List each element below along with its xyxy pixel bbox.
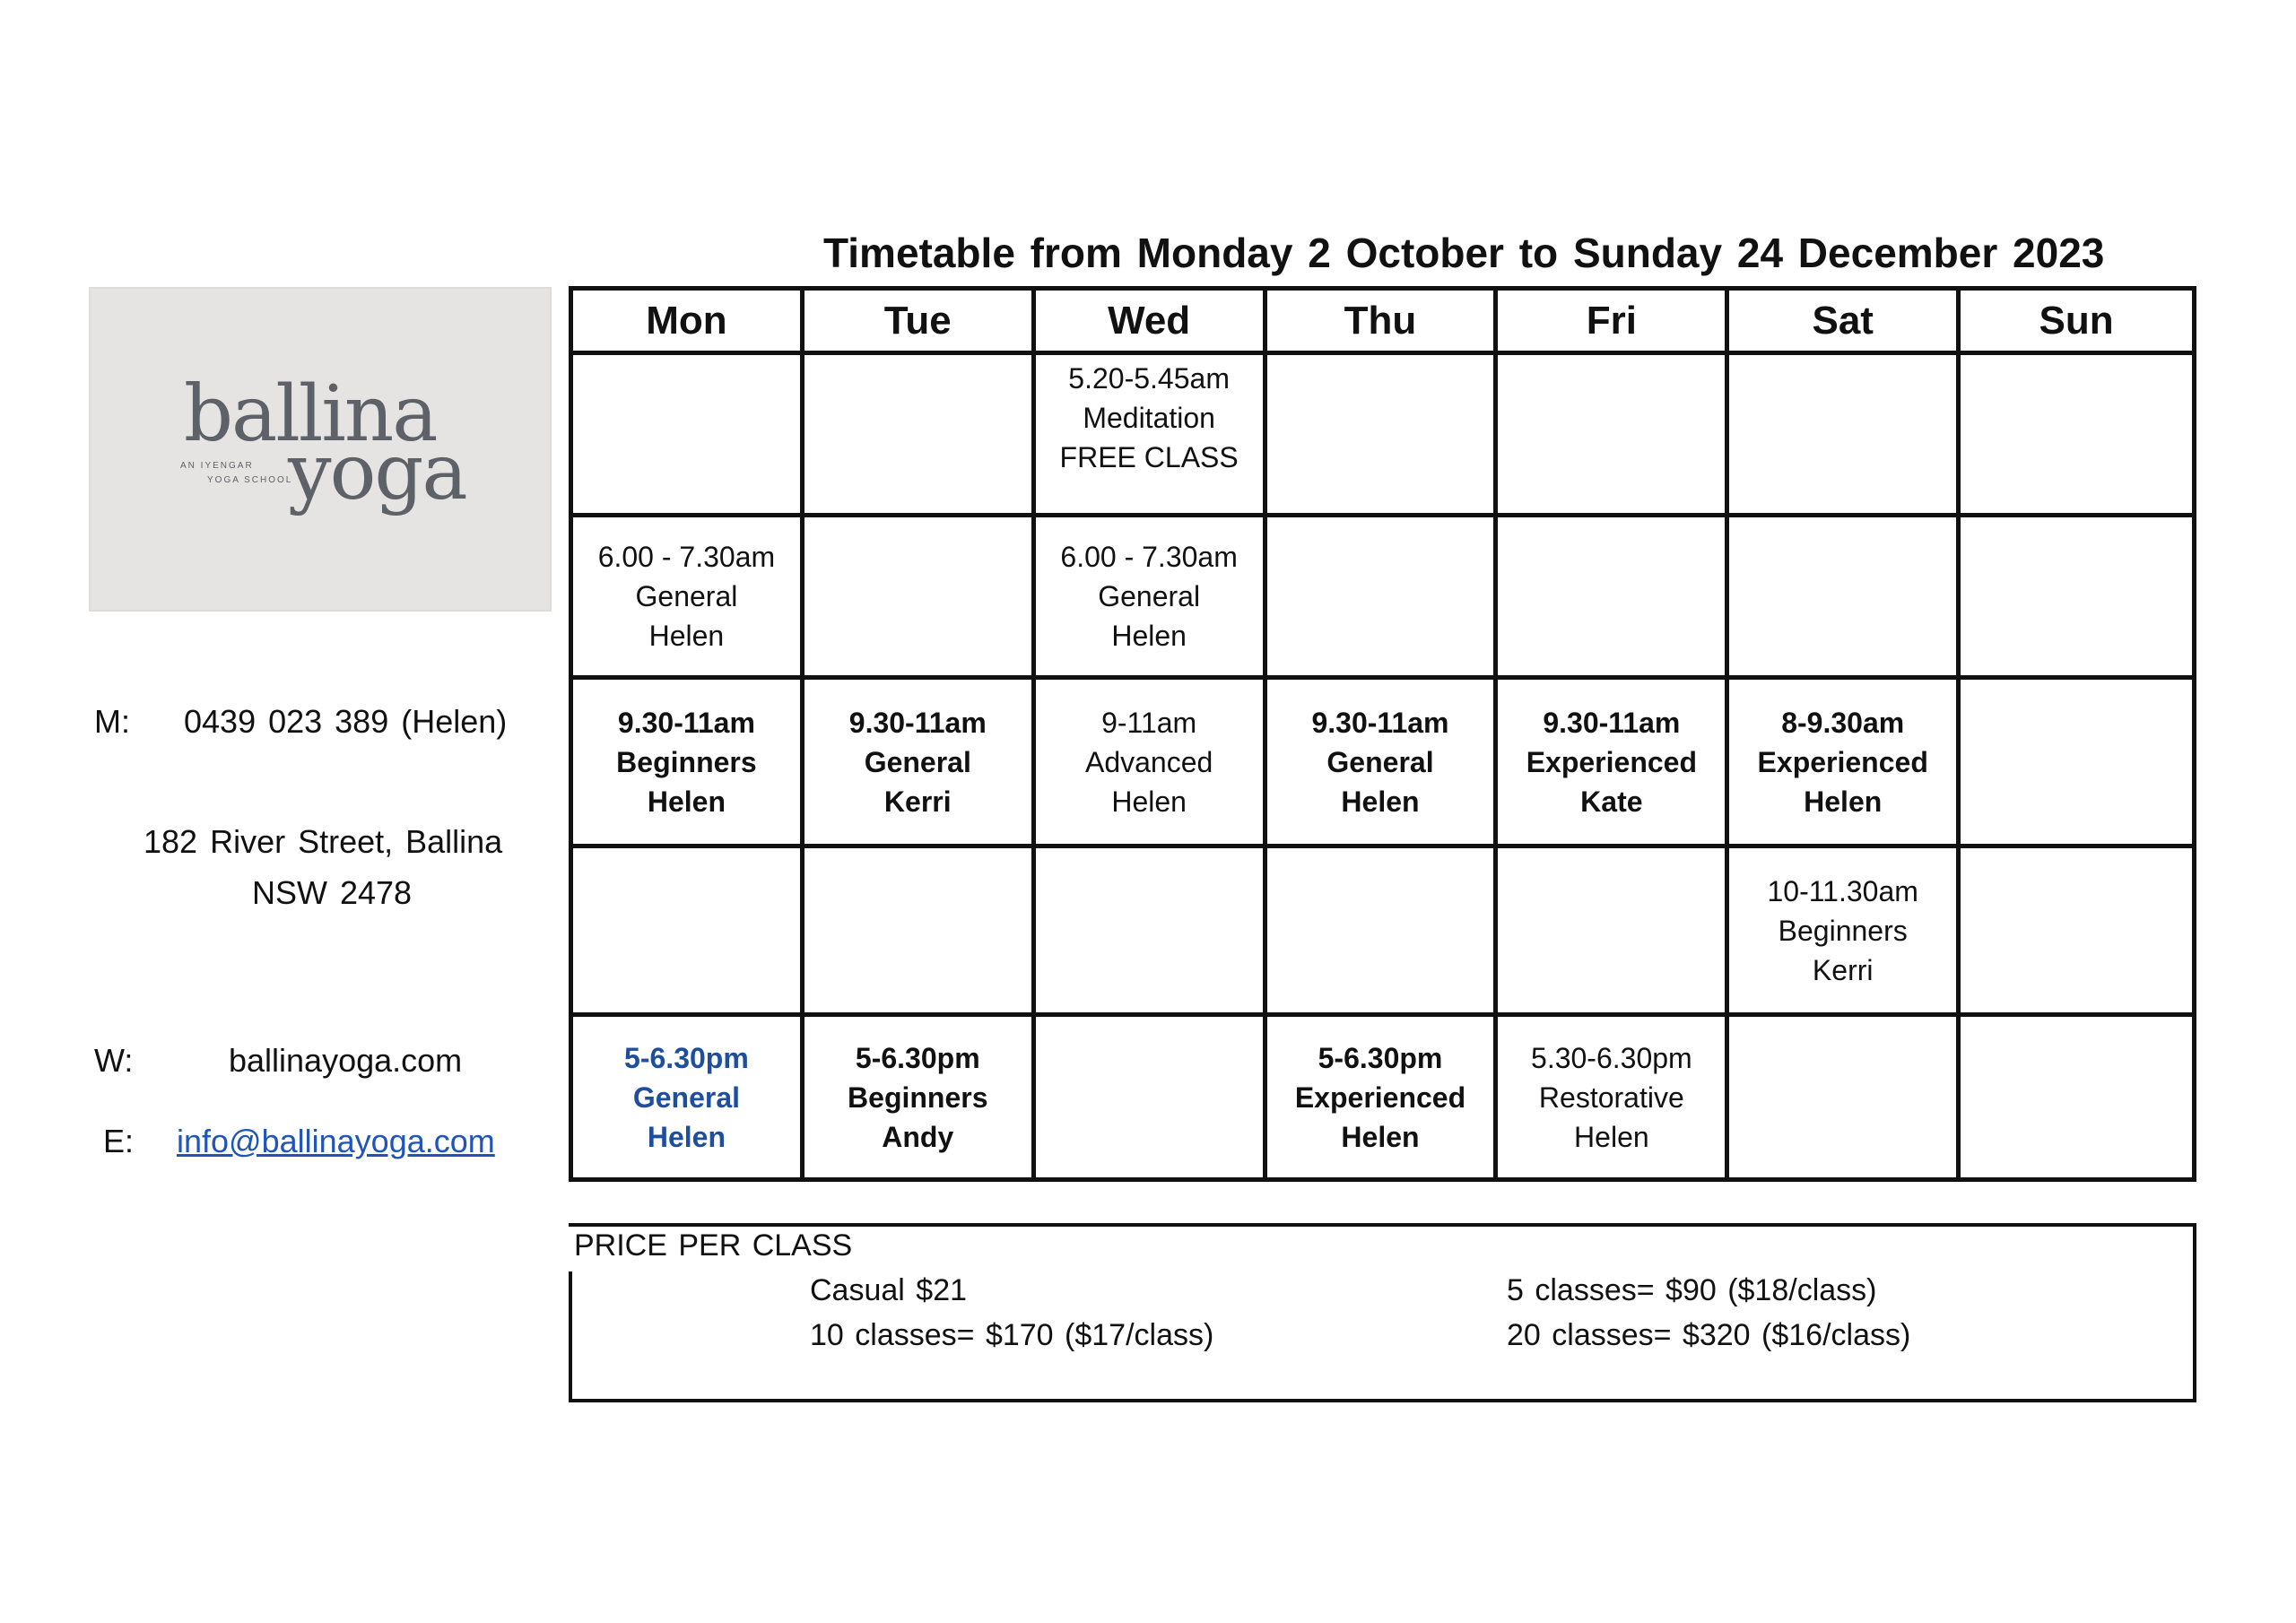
class-time: 5-6.30pm [855, 1041, 980, 1074]
day-header-thu: Thu [1267, 291, 1499, 355]
class-time: 9.30-11am [617, 706, 755, 739]
class-slot-wed-row5 [1036, 1017, 1267, 1177]
price-five-classes: 5 classes= $90 ($18/class) [1507, 1273, 1877, 1307]
class-slot-tue-row5 [804, 1017, 1036, 1177]
class-slot-wed-row2 [1036, 517, 1267, 680]
class-type: General [632, 1081, 740, 1114]
class-slot-sun-row1 [1961, 355, 2192, 517]
price-twenty-classes: 20 classes= $320 ($16/class) [1507, 1318, 1911, 1352]
class-teacher: Helen [647, 1120, 726, 1153]
class-teacher: Helen [648, 620, 725, 652]
class-time: 6.00 - 7.30am [597, 541, 776, 573]
address-line-2: NSW 2478 [252, 874, 413, 911]
logo-tagline-1: AN IYENGAR [180, 461, 254, 471]
class-type: Beginners [848, 1081, 988, 1114]
class-type: General [1326, 745, 1434, 778]
class-type: Beginners [616, 745, 757, 778]
class-time: 5-6.30pm [1318, 1041, 1443, 1074]
class-slot-wed-row4 [1036, 848, 1267, 1017]
class-slot-tue-row1 [804, 355, 1036, 517]
logo [89, 287, 552, 612]
address-line-1: 182 River Street, Ballina [144, 823, 503, 860]
class-slot-thu-row2 [1267, 517, 1499, 680]
class-slot-fri-row1 [1498, 355, 1729, 517]
class-slot-mon-row2 [573, 517, 804, 680]
day-header-tue: Tue [804, 291, 1036, 355]
class-time: 5.30-6.30pm [1531, 1041, 1692, 1074]
email-link[interactable]: info@ballinayoga.com [177, 1123, 495, 1159]
day-header-sun: Sun [1961, 291, 2192, 355]
price-casual: Casual $21 [810, 1273, 968, 1307]
logo-word-ballina: ballina [184, 369, 437, 459]
class-type: Experienced [1294, 1081, 1466, 1114]
class-type: Experienced [1757, 745, 1928, 778]
class-teacher: Helen [1574, 1120, 1649, 1153]
class-slot-mon-row4 [573, 848, 804, 1017]
class-slot-wed-row3 [1036, 680, 1267, 848]
mobile-number[interactable]: 0439 023 389 (Helen) [184, 703, 508, 740]
class-slot-thu-row5 [1267, 1017, 1499, 1177]
class-teacher: Helen [1111, 620, 1187, 652]
day-header-mon: Mon [573, 291, 804, 355]
class-teacher: FREE CLASS [1059, 441, 1239, 473]
class-slot-sat-row2 [1729, 517, 1961, 680]
logo-word-yoga: yoga [288, 428, 466, 517]
class-slot-fri-row3 [1498, 680, 1729, 848]
class-time: 10-11.30am [1767, 874, 1918, 907]
class-type: General [635, 580, 738, 612]
class-type: Restorative [1538, 1081, 1684, 1114]
email-label: E: [103, 1123, 135, 1159]
class-slot-sun-row5 [1961, 1017, 2192, 1177]
class-slot-mon-row3 [573, 680, 804, 848]
class-time: 9.30-11am [848, 706, 987, 739]
class-teacher: Helen [1341, 785, 1420, 818]
class-slot-thu-row4 [1267, 848, 1499, 1017]
price-ten-classes: 10 classes= $170 ($17/class) [810, 1318, 1214, 1352]
class-slot-sat-row5 [1729, 1017, 1961, 1177]
class-teacher: Kerri [883, 785, 952, 818]
class-slot-fri-row2 [1498, 517, 1729, 680]
timetable-title: Timetable from Monday 2 October to Sunday 24 December 2023 [823, 230, 2105, 276]
class-time: 9-11am [1101, 706, 1197, 739]
class-type: Meditation [1083, 402, 1215, 434]
class-slot-mon-row5 [573, 1017, 804, 1177]
class-type: Experienced [1526, 745, 1697, 778]
class-slot-tue-row2 [804, 517, 1036, 680]
class-slot-fri-row5 [1498, 1017, 1729, 1177]
price-box-left-border [569, 1271, 572, 1402]
web-label: W: [94, 1042, 134, 1079]
timetable-grid [569, 286, 2196, 1182]
class-time: 6.00 - 7.30am [1060, 541, 1238, 573]
class-slot-sun-row2 [1961, 517, 2192, 680]
class-time: 9.30-11am [1311, 706, 1449, 739]
class-slot-sun-row4 [1961, 848, 2192, 1017]
price-heading: PRICE PER CLASS [574, 1228, 853, 1263]
class-slot-mon-row1 [573, 355, 804, 517]
class-teacher: Helen [1804, 785, 1883, 818]
class-slot-fri-row4 [1498, 848, 1729, 1017]
class-slot-thu-row1 [1267, 355, 1499, 517]
class-type: General [1098, 580, 1201, 612]
day-header-fri: Fri [1498, 291, 1729, 355]
class-slot-sat-row3 [1729, 680, 1961, 848]
class-slot-tue-row4 [804, 848, 1036, 1017]
class-slot-sat-row4 [1729, 848, 1961, 1017]
class-slot-sat-row1 [1729, 355, 1961, 517]
class-time: 8-9.30am [1781, 706, 1905, 739]
class-teacher: Andy [882, 1120, 954, 1153]
website[interactable]: ballinayoga.com [229, 1042, 463, 1079]
day-header-sat: Sat [1729, 291, 1961, 355]
class-time: 9.30-11am [1543, 706, 1681, 739]
class-type: Advanced [1084, 745, 1213, 778]
class-type: Beginners [1778, 914, 1908, 947]
class-time: 5-6.30pm [624, 1041, 749, 1074]
class-slot-tue-row3 [804, 680, 1036, 848]
mobile-label: M: [94, 703, 130, 740]
day-header-wed: Wed [1036, 291, 1267, 355]
class-teacher: Helen [647, 785, 726, 818]
class-type: General [864, 745, 971, 778]
class-teacher: Helen [1341, 1120, 1420, 1153]
class-slot-wed-row1 [1036, 355, 1267, 517]
class-time: 5.20-5.45am [1068, 362, 1230, 395]
class-teacher: Kerri [1812, 953, 1874, 986]
class-slot-thu-row3 [1267, 680, 1499, 848]
class-teacher: Helen [1111, 785, 1187, 818]
class-slot-sun-row3 [1961, 680, 2192, 848]
class-teacher: Kate [1580, 785, 1643, 818]
logo-tagline-2: YOGA SCHOOL [207, 475, 293, 485]
